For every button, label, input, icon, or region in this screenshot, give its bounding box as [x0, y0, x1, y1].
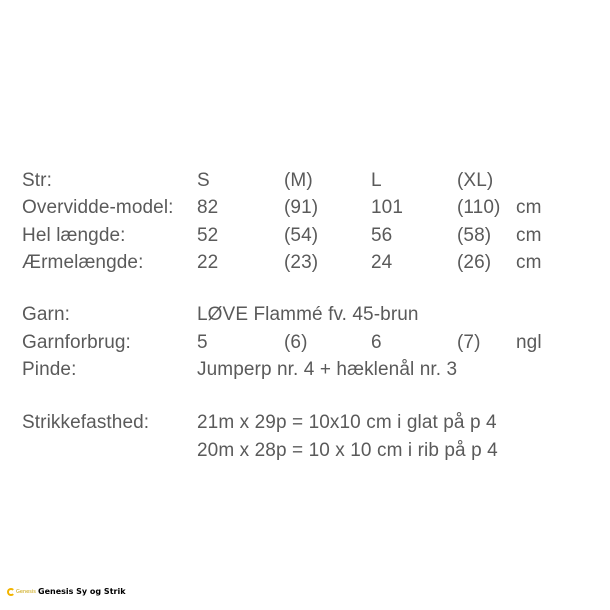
- yarn-usage-unit: ngl: [516, 332, 542, 353]
- total-length-m: (54): [284, 225, 319, 246]
- genesis-logo: [6, 587, 34, 597]
- sleeve-length-xl: (26): [457, 252, 492, 273]
- yarn-usage-xl: (7): [457, 332, 481, 353]
- yarn-usage-l: 6: [371, 332, 382, 353]
- chest-width-xl: (110): [457, 197, 501, 218]
- chest-width-label: Overvidde-model:: [22, 197, 174, 218]
- size-label: Str:: [22, 170, 52, 191]
- chest-width-l: 101: [371, 197, 404, 218]
- needles-label: Pinde:: [22, 359, 77, 380]
- genesis-logo-text: Genesis: [16, 589, 36, 595]
- sleeve-length-label: Ærmelængde:: [22, 252, 144, 273]
- chest-width-m: (91): [284, 197, 319, 218]
- genesis-logo-arc-icon: [7, 588, 15, 596]
- brand-name: Genesis Sy og Strik: [38, 587, 126, 596]
- sleeve-length-unit: cm: [516, 252, 542, 273]
- total-length-label: Hel længde:: [22, 225, 126, 246]
- total-length-l: 56: [371, 225, 393, 246]
- gauge-label: Strikkefasthed:: [22, 412, 150, 433]
- total-length-unit: cm: [516, 225, 542, 246]
- size-xl: (XL): [457, 170, 494, 191]
- yarn-value: LØVE Flammé fv. 45-brun: [197, 304, 419, 325]
- size-s: S: [197, 170, 210, 191]
- chest-width-s: 82: [197, 197, 219, 218]
- yarn-usage-m: (6): [284, 332, 308, 353]
- gauge-line-rib: 20m x 28p = 10 x 10 cm i rib på p 4: [197, 440, 498, 461]
- size-m: (M): [284, 170, 313, 191]
- needles-value: Jumperp nr. 4 + hæklenål nr. 3: [197, 359, 458, 380]
- chest-width-unit: cm: [516, 197, 542, 218]
- total-length-xl: (58): [457, 225, 492, 246]
- total-length-s: 52: [197, 225, 219, 246]
- sleeve-length-m: (23): [284, 252, 319, 273]
- sleeve-length-s: 22: [197, 252, 219, 273]
- yarn-label: Garn:: [22, 304, 71, 325]
- yarn-usage-label: Garnforbrug:: [22, 332, 131, 353]
- footer-brand: [6, 586, 126, 598]
- sleeve-length-l: 24: [371, 252, 393, 273]
- gauge-line-stockinette: 21m x 29p = 10x10 cm i glat på p 4: [197, 412, 497, 433]
- yarn-usage-s: 5: [197, 332, 208, 353]
- size-l: L: [371, 170, 382, 191]
